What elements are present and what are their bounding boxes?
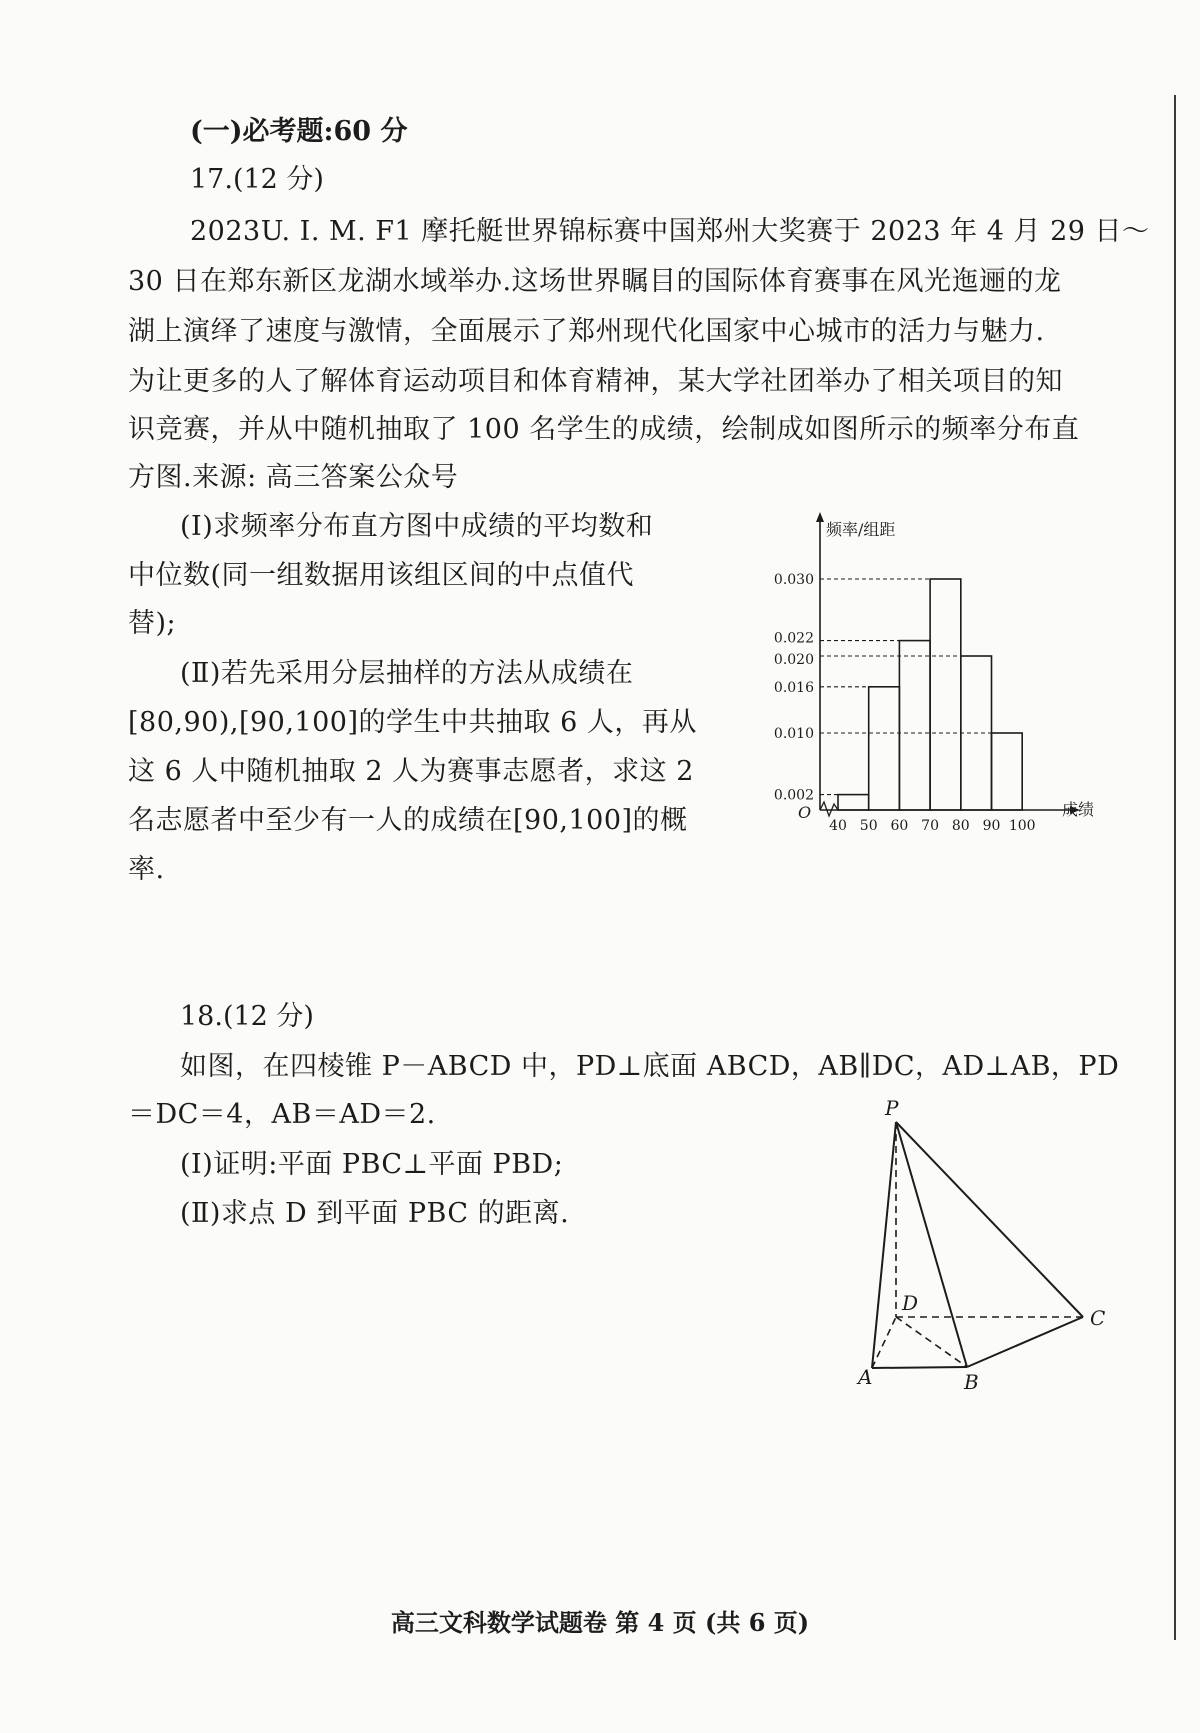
q17-part1-line: 替); — [128, 608, 177, 639]
q17-part2-line: 名志愿者中至少有一人的成绩在[90,100]的概 — [128, 805, 688, 836]
q17-number: 17.(12 分) — [190, 164, 324, 195]
histogram-bar — [899, 641, 930, 810]
y-tick-label: 0.022 — [773, 630, 814, 647]
chart-bars — [838, 579, 1022, 810]
q18-stem-line: 如图，在四棱锥 P－ABCD 中，PD⊥底面 ABCD，AB∥DC，AD⊥AB，PD — [180, 1051, 1120, 1082]
vertex-label-C: C — [1090, 1306, 1106, 1330]
vertex-label-A: A — [858, 1365, 873, 1389]
axis-break-icon — [820, 802, 838, 816]
q18-part1: (Ⅰ)证明:平面 PBC⊥平面 PBD; — [180, 1149, 564, 1180]
q17-part2-line: (Ⅱ)若先采用分层抽样的方法从成绩在 — [180, 658, 634, 689]
y-tick-label: 0.020 — [773, 652, 814, 668]
page-footer: 高三文科数学试题卷 第 4 页 (共 6 页) — [390, 1608, 810, 1637]
x-tick-label: 40 — [829, 818, 847, 830]
frequency-histogram — [750, 510, 1110, 830]
page-edge-line — [1174, 95, 1176, 1640]
x-axis-label: 成绩 — [1062, 800, 1095, 819]
section-heading: (一)必考题:60 分 — [190, 116, 408, 147]
q18-number: 18.(12 分) — [180, 1001, 314, 1032]
x-tick-label: 70 — [921, 818, 940, 830]
histogram-bar — [869, 687, 900, 810]
vertex-label-P: P — [885, 1096, 899, 1120]
q17-body-line: 方图.来源: 高三答案公众号 — [128, 462, 459, 493]
edge-PA — [872, 1122, 896, 1368]
vertex-label-B: B — [964, 1370, 979, 1394]
x-tick-label: 80 — [951, 818, 970, 830]
q17-part2-line: 这 6 人中随机抽取 2 人为赛事志愿者，求这 2 — [128, 756, 694, 787]
pyramid-figure — [840, 1095, 1120, 1395]
q17-body-line: 2023U. I. M. F1 摩托艇世界锦标赛中国郑州大奖赛于 2023 年 4 月 29 日～ — [190, 216, 1150, 247]
histogram-bar — [838, 795, 869, 810]
x-tick-label: 90 — [982, 818, 1001, 830]
y-tick-label: 0.016 — [773, 679, 814, 696]
q17-body-line: 识竞赛，并从中随机抽取了 100 名学生的成绩，绘制成如图所示的频率分布直 — [128, 414, 1080, 445]
y-tick-label: 0.002 — [773, 787, 814, 804]
histogram-bar — [930, 579, 961, 810]
chart-axes — [816, 512, 1080, 816]
q17-part1-line: 中位数(同一组数据用该组区间的中点值代 — [128, 560, 635, 591]
y-tick-label: 0.010 — [773, 726, 814, 742]
y-axis-arrow-icon — [816, 512, 824, 522]
x-tick-label: 60 — [890, 818, 909, 830]
chart-tick-labels — [774, 572, 1036, 830]
q18-part2: (Ⅱ)求点 D 到平面 PBC 的距离. — [180, 1198, 570, 1229]
vertex-label-D: D — [902, 1291, 919, 1315]
q17-part2-line: [80,90),[90,100]的学生中共抽取 6 人，再从 — [128, 707, 697, 738]
q17-part2-line: 率. — [128, 854, 165, 885]
histogram-bar — [992, 733, 1023, 810]
q17-body-line: 湖上演绎了速度与激情，全面展示了郑州现代化国家中心城市的活力与魅力. — [128, 316, 1045, 347]
q17-body-line: 30 日在郑东新区龙湖水域举办.这场世界瞩目的国际体育赛事在风光迤逦的龙 — [128, 266, 1062, 297]
q18-stem-line: ＝DC＝4，AB＝AD＝2. — [128, 1099, 436, 1130]
chart-guides — [820, 579, 992, 795]
hidden-edge-DB — [896, 1317, 967, 1367]
x-tick-label: 100 — [1008, 818, 1036, 830]
y-tick-label: 0.030 — [773, 572, 814, 588]
edge-AB — [872, 1367, 967, 1368]
origin-label: O — [798, 803, 812, 822]
q17-part1-line: (Ⅰ)求频率分布直方图中成绩的平均数和 — [180, 511, 654, 542]
x-tick-label: 50 — [859, 818, 878, 830]
q17-body-line: 为让更多的人了解体育运动项目和体育精神，某大学社团举办了相关项目的知 — [128, 366, 1063, 397]
y-axis-label: 频率/组距 — [826, 520, 896, 539]
edge-BC — [967, 1317, 1083, 1367]
